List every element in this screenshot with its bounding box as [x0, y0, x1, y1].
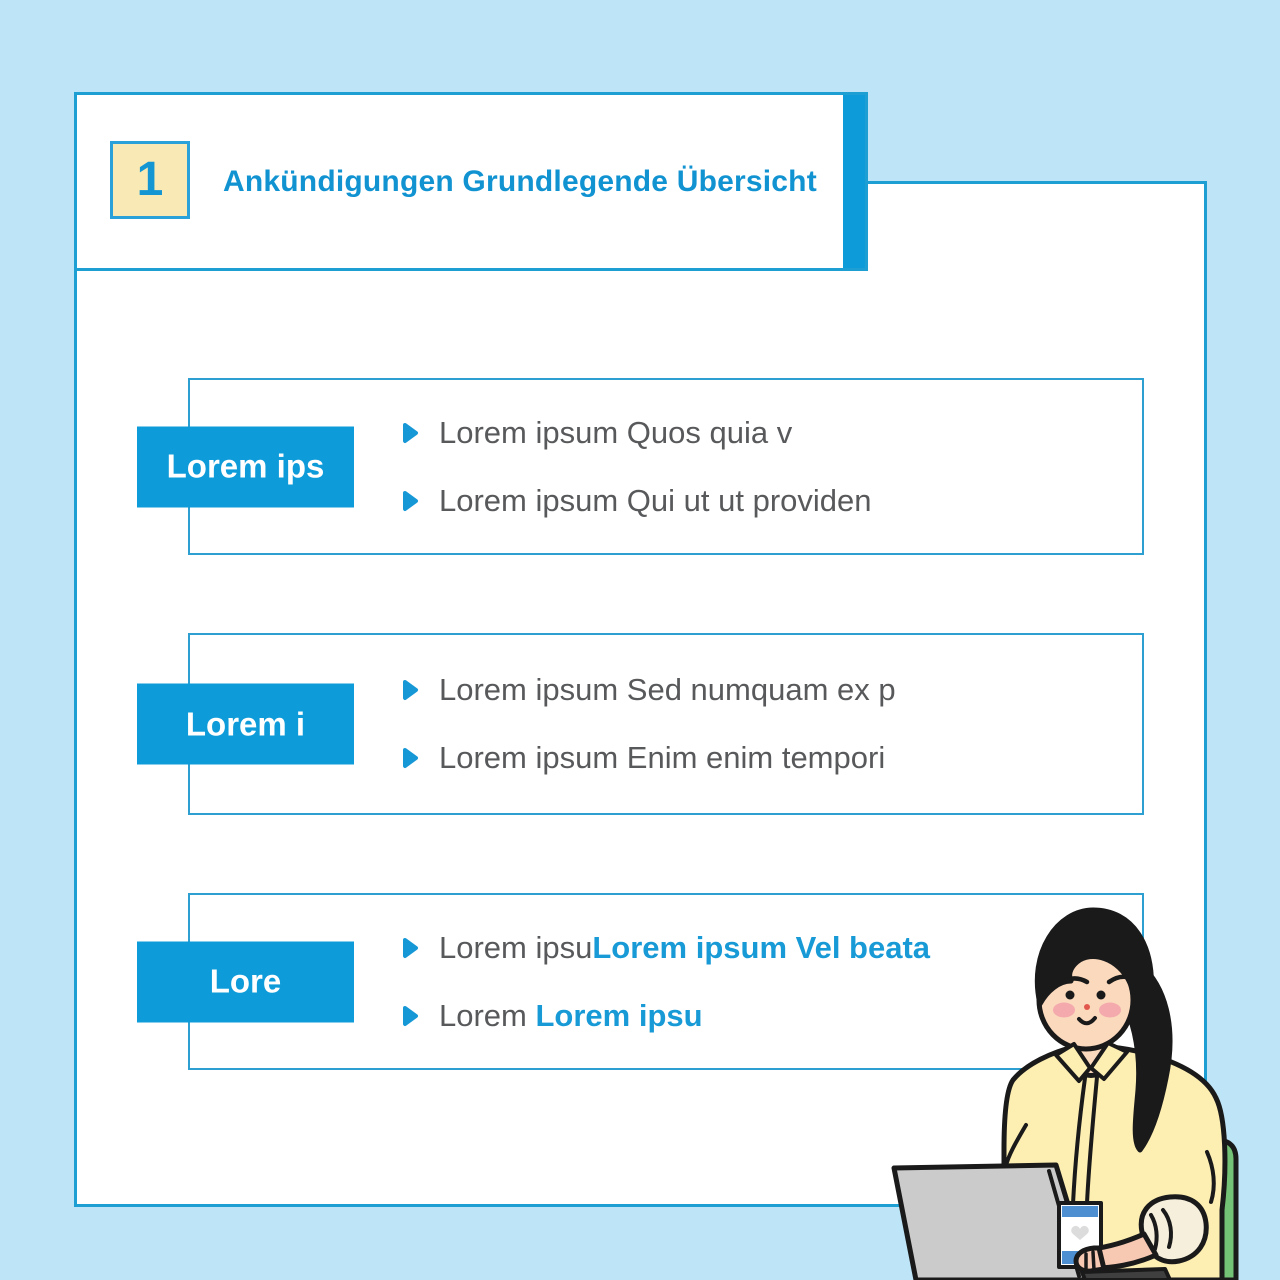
- section-box-1: [166, 378, 1144, 555]
- bullet-list-2: [402, 635, 896, 813]
- page-title: Ankündigungen Grundlegende Übersicht: [223, 164, 817, 198]
- bullet-row: [402, 928, 930, 968]
- bullet-row: [402, 670, 896, 710]
- bullet-arrow-icon: [402, 747, 419, 769]
- bullet-row: [402, 996, 930, 1036]
- hand: [1076, 1248, 1104, 1271]
- bullet-text: Lorem ipsum Sed numquam ex p: [439, 672, 896, 707]
- step-number: 1: [136, 153, 164, 206]
- bullet-text: Lorem ipsuLorem ipsum Vel beata: [439, 929, 931, 965]
- bullet-text: Lorem ipsum Enim enim tempori: [439, 740, 886, 775]
- bullet-arrow-icon: [402, 490, 419, 512]
- bullet-arrow-icon: [402, 937, 419, 959]
- bullet-row: [402, 738, 896, 778]
- section-label-3: Lore: [137, 941, 354, 1022]
- bullet-arrow-icon: [402, 422, 419, 444]
- step-number-box: [110, 141, 190, 219]
- bullet-row: [402, 413, 872, 453]
- header-accent-bar: [843, 95, 865, 268]
- section-box-2: [185, 633, 1144, 815]
- section-label-1: Lorem ips: [137, 426, 354, 507]
- bullet-text: Lorem ipsum Quos quia v: [439, 414, 793, 450]
- bullet-text: Lorem ipsum Qui ut ut providen: [439, 482, 872, 518]
- bullet-row: [402, 481, 872, 521]
- section-label-2: Lorem i: [137, 684, 354, 765]
- bullet-arrow-icon: [402, 679, 419, 701]
- bullet-list-1: [402, 380, 872, 553]
- bullet-text: Lorem Lorem ipsu: [439, 997, 703, 1033]
- bullet-arrow-icon: [402, 1005, 419, 1027]
- header: [74, 92, 868, 271]
- woman-at-laptop-illustration: [880, 900, 1280, 1280]
- bullet-list-3: [402, 895, 930, 1068]
